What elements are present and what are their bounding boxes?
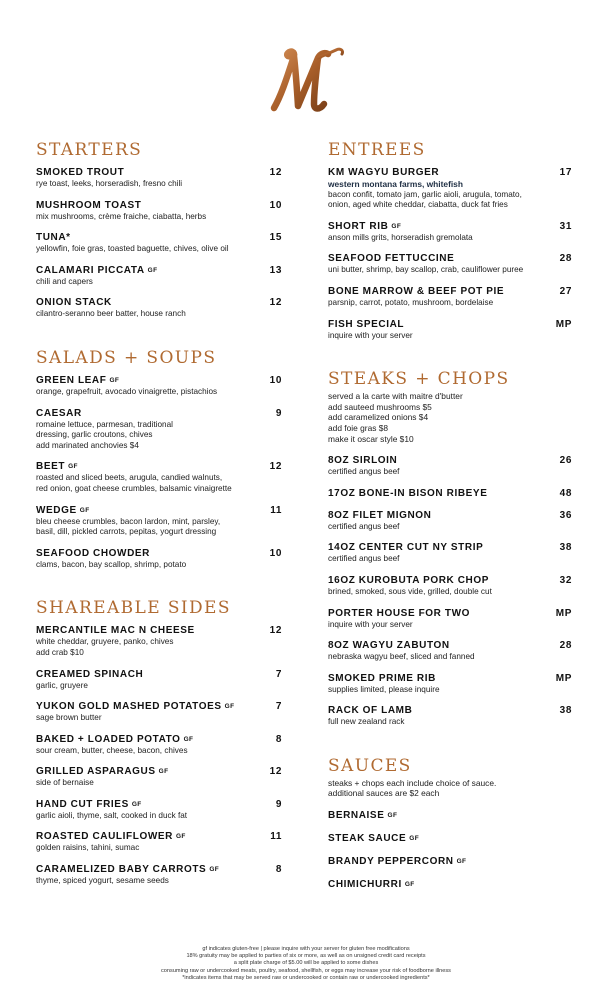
footer-line: gf indicates gluten-free | please inquire with your server for gluten free modifications — [202, 946, 410, 952]
menu-item-description: inquire with your server — [328, 330, 413, 340]
menu-item-price: 26 — [559, 455, 572, 467]
menu-item-price: 38 — [559, 705, 572, 717]
menu-item — [328, 252, 572, 276]
menu-item-name-text: BRANDY PEPPERCORN — [328, 856, 454, 868]
gluten-free-badge: GF — [68, 463, 78, 471]
section-sauces — [328, 756, 572, 891]
section-entrees — [328, 140, 572, 341]
gluten-free-badge: GF — [224, 703, 235, 711]
menu-item — [328, 285, 572, 309]
section-note-line: make it oscar style $10 — [328, 433, 414, 444]
menu-item — [328, 855, 572, 868]
section-note-line: add sauteed mushrooms $5 — [328, 401, 432, 412]
menu-item-description: basil, dill, pickled carrots, pepitas, yogurt dressing — [36, 527, 217, 537]
menu-item-description: certified angus beef — [328, 467, 400, 477]
menu-items — [328, 454, 572, 728]
menu-item-name — [36, 374, 119, 387]
menu-item-name — [36, 733, 193, 746]
menu-item-price: MP — [555, 318, 572, 330]
menu-item-description: yellowfin, foie gras, toasted baguette, chives, olive oil — [36, 244, 229, 254]
gluten-free-badge: GF — [387, 812, 398, 820]
menu-items — [36, 374, 282, 570]
menu-item-description: dressing, garlic croutons, chives — [36, 430, 153, 440]
menu-item-price: 10 — [269, 547, 282, 559]
menu-item — [36, 296, 282, 320]
menu-item-header — [36, 765, 282, 778]
section-note — [328, 391, 572, 444]
menu-item-description: romaine lettuce, parmesan, traditional — [36, 419, 173, 429]
menu-item-name — [328, 454, 397, 467]
menu-item-name — [36, 863, 219, 876]
menu-item-name-text: MERCANTILE MAC N CHEESE — [36, 625, 195, 637]
menu-item-name — [328, 541, 483, 554]
menu-item-header — [36, 264, 282, 277]
menu-item-name-text: 8OZ WAGYU ZABUTON — [328, 640, 450, 652]
menu-item-description: white cheddar, gruyere, panko, chives — [36, 637, 174, 647]
menu-item-description: garlic, gruyere — [36, 680, 88, 690]
menu-item-name-text: SMOKED PRIME RIB — [328, 672, 436, 684]
menu-item-price: 10 — [269, 199, 282, 211]
menu-item-name-text: 16OZ KUROBUTA PORK CHOP — [328, 574, 490, 586]
menu-item-name — [328, 672, 436, 685]
menu-item — [328, 672, 572, 696]
menu-item-name-text: YUKON GOLD MASHED POTATOES — [36, 701, 222, 713]
menu-item-name — [36, 296, 112, 309]
footer-line: 18% gratuity may be applied to parties of six or more, as well as on unsigned credit card receipts — [186, 953, 426, 960]
menu-item — [328, 318, 572, 342]
menu-item-name-text: MUSHROOM TOAST — [36, 199, 142, 211]
menu-item — [36, 700, 282, 724]
menu-item-name — [36, 407, 82, 420]
section-steaks-chops — [328, 369, 572, 728]
menu-item-header — [36, 199, 282, 212]
menu-item-name — [328, 832, 419, 845]
section-note-line: additional sauces are $2 each — [328, 788, 440, 799]
menu-item — [328, 166, 572, 211]
menu-item-price: 7 — [275, 701, 282, 713]
menu-item-header — [36, 798, 282, 811]
menu-item-description: anson mills grits, horseradish gremolata — [328, 232, 473, 242]
menu-item-description: uni butter, shrimp, bay scallop, crab, cauliflower puree — [328, 265, 524, 275]
menu-item-name-text: CREAMED SPINACH — [36, 668, 144, 680]
gluten-free-badge: GF — [456, 858, 467, 866]
section-title: SHAREABLE SIDES — [36, 598, 231, 619]
menu-item-description: rye toast, leeks, horseradish, fresno chili — [36, 179, 183, 188]
menu-item-description: thyme, spiced yogurt, sesame seeds — [36, 876, 169, 886]
footer-line: consuming raw or undercooked meats, poultry, seafood, shellfish, or eggs may increase your risk of foodborne illness — [161, 967, 451, 974]
menu-item-price: 28 — [559, 640, 572, 652]
menu-item-description: add marinated anchovies $4 — [36, 440, 139, 450]
menu-item-header — [328, 509, 572, 522]
menu-item — [328, 639, 572, 663]
gluten-free-badge: GF — [147, 266, 158, 274]
menu-item-description: mix mushrooms, crème fraiche, ciabatta, herbs — [36, 211, 207, 221]
menu-item-name-text: CARAMELIZED BABY CARROTS — [36, 864, 207, 876]
menu-item-name-text: SEAFOOD FETTUCCINE — [328, 253, 455, 265]
menu-item-header — [328, 672, 572, 685]
section-title: STARTERS — [36, 140, 143, 160]
menu-item-name-text: BONE MARROW & BEEF POT PIE — [328, 285, 505, 297]
menu-item — [328, 607, 572, 631]
menu-items — [36, 624, 282, 886]
menu-item-name-text: SHORT RIB — [328, 220, 389, 232]
menu-item-name-text: GRILLED ASPARAGUS — [36, 766, 156, 778]
menu-item — [328, 220, 572, 244]
menu-item-description: brined, smoked, sous vide, grilled, double cut — [328, 586, 492, 596]
menu-item — [328, 541, 572, 565]
menu-item-header — [328, 574, 572, 587]
menu-item-name — [328, 166, 439, 179]
gluten-free-badge: GF — [209, 866, 220, 874]
gluten-free-badge: GF — [109, 376, 120, 384]
menu-item-header — [328, 252, 572, 265]
gluten-free-badge: GF — [175, 833, 186, 841]
menu-item-description: certified angus beef — [328, 521, 400, 531]
menu-item-price: 32 — [559, 574, 572, 586]
menu-item-name — [36, 199, 141, 212]
menu-item-name-text: FISH SPECIAL — [328, 318, 405, 330]
menu-item-description: clams, bacon, bay scallop, shrimp, potato — [36, 559, 187, 569]
menu-item-name-text: HAND CUT FRIES — [36, 798, 129, 810]
menu-item-header — [36, 733, 282, 746]
footer-line: a split plate charge of $5.00 will be applied to some dishes — [233, 960, 379, 967]
menu-item-price: 9 — [275, 798, 282, 810]
menu-item-price: 7 — [275, 668, 282, 680]
menu-items — [36, 166, 282, 320]
menu-item-header — [36, 668, 282, 681]
menu-item-price: 38 — [559, 542, 572, 554]
menu-item-price: MP — [555, 672, 572, 684]
section-note — [328, 778, 572, 799]
menu-item — [36, 863, 282, 887]
menu-item-price: 48 — [559, 487, 572, 499]
menu-item-description: certified angus beef — [328, 554, 400, 564]
left-column — [36, 140, 282, 915]
menu-item-name-text: 8OZ FILET MIGNON — [328, 509, 432, 521]
menu-item-header — [328, 832, 572, 845]
menu-item-description: supplies limited, please inquire — [328, 684, 440, 694]
menu-item-price: 31 — [559, 220, 572, 232]
menu-item-name — [36, 460, 78, 473]
menu-item — [36, 231, 282, 255]
menu-item-description: roasted and sliced beets, arugula, candied walnuts, — [36, 473, 223, 483]
menu-item-header — [328, 855, 572, 868]
menu-item-header — [36, 407, 282, 420]
menu-item — [328, 509, 572, 533]
menu-item-header — [36, 863, 282, 876]
menu-item — [328, 487, 572, 500]
menu-item-name-text: SMOKED TROUT — [36, 167, 125, 178]
menu-item-price: 27 — [559, 285, 572, 297]
menu-item-price: 36 — [559, 509, 572, 521]
menu-item-price: 12 — [269, 297, 282, 309]
section-title: SALADS + SOUPS — [36, 347, 217, 368]
menu-item-name-text: SEAFOOD CHOWDER — [36, 547, 150, 559]
menu-item — [36, 798, 282, 822]
menu-item-header — [328, 318, 572, 331]
menu-item-price: 17 — [559, 167, 572, 178]
menu-item-description: full new zealand rack — [328, 717, 405, 727]
menu-item-description: bleu cheese crumbles, bacon lardon, mint, parsley, — [36, 516, 221, 526]
menu-item — [36, 624, 282, 658]
menu-item-price: 12 — [269, 167, 282, 178]
menu-item-name-text: STEAK SAUCE — [328, 833, 407, 845]
section-title: STEAKS + CHOPS — [328, 369, 510, 390]
menu-item-description: orange, grapefruit, avocado vinaigrette, pistachios — [36, 386, 218, 396]
menu-item-description: side of bernaise — [36, 778, 94, 788]
menu-item-description: nebraska wagyu beef, sliced and fanned — [328, 652, 475, 662]
menu-item-name-text: KM WAGYU BURGER — [328, 167, 440, 178]
menu-item-source: western montana farms, whitefish — [328, 179, 463, 189]
menu-item-header — [328, 639, 572, 652]
menu-item-description: chili and capers — [36, 276, 93, 286]
menu-item-name-text: BERNAISE — [328, 810, 385, 822]
menu-item-name — [328, 878, 415, 891]
menu-item — [36, 407, 282, 452]
menu-item — [36, 668, 282, 692]
gluten-free-badge: GF — [79, 506, 90, 514]
menu-item-price: 12 — [269, 625, 282, 637]
section-note-line: add caramelized onions $4 — [328, 412, 429, 423]
menu-item-name — [36, 166, 124, 179]
menu-item-description: sage brown butter — [36, 713, 102, 723]
menu-item-price: 8 — [275, 733, 282, 745]
menu-item — [328, 704, 572, 728]
menu-item-description: add crab $10 — [36, 647, 84, 657]
menu-item-price: 28 — [559, 253, 572, 265]
menu-item-header — [328, 166, 572, 179]
menu-item-name — [328, 639, 450, 652]
menu-item-price: 9 — [275, 407, 282, 419]
menu-item-name-text: 17OZ BONE-IN BISON RIBEYE — [328, 487, 488, 499]
menu-item-name — [328, 855, 466, 868]
menu-item-name — [36, 231, 71, 244]
menu-item-header — [328, 607, 572, 620]
menu-item-name-text: PORTER HOUSE FOR TWO — [328, 607, 470, 619]
menu-item-header — [328, 454, 572, 467]
menu-item-price: 11 — [270, 831, 282, 843]
menu-item-name — [328, 285, 504, 298]
menu-item-name — [36, 264, 158, 277]
section-note-line: steaks + chops each include choice of sauce. — [328, 777, 497, 788]
menu-item-header — [328, 541, 572, 554]
menu-item-name — [328, 318, 404, 331]
gluten-free-badge: GF — [131, 800, 142, 808]
menu-item-name — [36, 547, 150, 560]
menu-item-name — [328, 220, 401, 233]
menu-item-description: red onion, goat cheese crumbles, balsamic vinaigrette — [36, 483, 232, 493]
menu-item-name — [328, 487, 487, 500]
menu-item-name — [328, 509, 432, 522]
menu-item-name — [36, 830, 186, 843]
section-title: ENTREES — [328, 140, 426, 160]
menu-item-header — [36, 700, 282, 713]
menu-item — [328, 878, 572, 891]
section-salads-soups — [36, 348, 282, 570]
menu-item-description: golden raisins, tahini, sumac — [36, 843, 140, 853]
menu-item-name — [328, 252, 454, 265]
menu-item-price: 11 — [270, 504, 282, 516]
footer-notes — [0, 946, 612, 982]
menu-item-header — [36, 231, 282, 244]
menu-item-name-text: 8OZ SIRLOIN — [328, 455, 398, 467]
menu-item-header — [36, 296, 282, 309]
menu-item — [36, 264, 282, 288]
menu-items — [328, 166, 572, 341]
menu-item-name-text: CAESAR — [36, 407, 82, 419]
menu-item — [36, 166, 282, 190]
menu-item-header — [328, 220, 572, 233]
menu-item-description: onion, aged white cheddar, ciabatta, duck fat fries — [328, 200, 508, 210]
menu-item-header — [36, 460, 282, 473]
menu-item-description: bacon confit, tomato jam, garlic aioli, arugula, tomato, — [328, 189, 522, 199]
menu-item-name-text: 14OZ CENTER CUT NY STRIP — [328, 542, 484, 554]
section-starters — [36, 140, 282, 320]
menu-item — [36, 460, 282, 494]
menu-item — [36, 504, 282, 538]
menu-item-name-text: CHIMICHURRI — [328, 879, 402, 891]
menu-item-header — [328, 487, 572, 500]
menu-item-header — [328, 285, 572, 298]
menu-item-name-text: WEDGE — [36, 504, 77, 516]
menu-item-price: MP — [555, 607, 572, 619]
menu-item-header — [36, 374, 282, 387]
menu-item — [328, 454, 572, 478]
menu-item-name — [36, 700, 234, 713]
menu-item-name-text: TUNA* — [36, 232, 71, 244]
section-note-line: add foie gras $8 — [328, 422, 389, 433]
gluten-free-badge: GF — [404, 881, 415, 889]
menu-item-name — [36, 504, 90, 517]
gluten-free-badge: GF — [158, 768, 169, 776]
menu-item-name — [328, 607, 470, 620]
section-note-line: served a la carte with maitre d'butter — [328, 391, 463, 402]
menu-item-description: parsnip, carrot, potato, mushroom, bordelaise — [328, 297, 494, 307]
menu-item-name-text: BAKED + LOADED POTATO — [36, 733, 181, 745]
menu-item-description: inquire with your server — [328, 619, 413, 629]
menu-item — [328, 809, 572, 822]
menu-item-name — [36, 668, 143, 681]
footer-line: *indicates items that may be served raw or undercooked or contain raw or undercooked ingredients* — [182, 974, 430, 981]
gluten-free-badge: GF — [391, 222, 402, 230]
menu-item — [36, 374, 282, 398]
menu-item-name — [328, 574, 489, 587]
gluten-free-badge: GF — [183, 735, 194, 743]
menu-item-name-text: ROASTED CAULIFLOWER — [36, 831, 173, 843]
menu-item-name — [36, 798, 142, 811]
menu-item-description: cilantro-seranno beer batter, house ranch — [36, 309, 186, 319]
menu-item-name-text: ONION STACK — [36, 297, 112, 309]
menu-item-name-text: GREEN LEAF — [36, 374, 107, 386]
menu-item-name-text: RACK OF LAMB — [328, 705, 413, 717]
menu-item-header — [328, 704, 572, 717]
menu-item-name — [328, 809, 397, 822]
section-title: SAUCES — [328, 755, 412, 776]
menu-item-header — [36, 504, 282, 517]
gluten-free-badge: GF — [409, 835, 420, 843]
menu-item — [328, 574, 572, 598]
m-monogram-icon — [264, 44, 350, 114]
menu-item-description: sour cream, butter, cheese, bacon, chives — [36, 745, 188, 755]
menu-item-header — [36, 166, 282, 179]
menu-item-name — [36, 765, 168, 778]
menu-item-header — [36, 624, 282, 637]
menu-item-price: 13 — [269, 264, 282, 276]
menu-items — [328, 809, 572, 891]
menu-item-header — [36, 830, 282, 843]
menu-item-name — [328, 704, 412, 717]
menu-item — [36, 733, 282, 757]
menu-item-price: 15 — [269, 232, 282, 244]
menu-item-price: 8 — [275, 864, 282, 876]
menu-item-name-text: BEET — [36, 461, 66, 473]
menu-item-price: 12 — [269, 766, 282, 778]
menu-item-header — [328, 809, 572, 822]
menu-item — [36, 547, 282, 571]
menu-item — [36, 199, 282, 223]
menu-item-header — [328, 878, 572, 891]
right-column — [328, 140, 572, 919]
menu-item-price: 10 — [269, 374, 282, 386]
menu-item — [328, 832, 572, 845]
menu-item-header — [36, 547, 282, 560]
section-shareable-sides — [36, 598, 282, 886]
menu-item-price: 12 — [269, 461, 282, 473]
menu-item — [36, 830, 282, 854]
menu-item-name — [36, 624, 195, 637]
menu-item — [36, 765, 282, 789]
menu-item-name-text: CALAMARI PICCATA — [36, 264, 145, 276]
menu-item-description: garlic aioli, thyme, salt, cooked in duck fat — [36, 810, 188, 820]
